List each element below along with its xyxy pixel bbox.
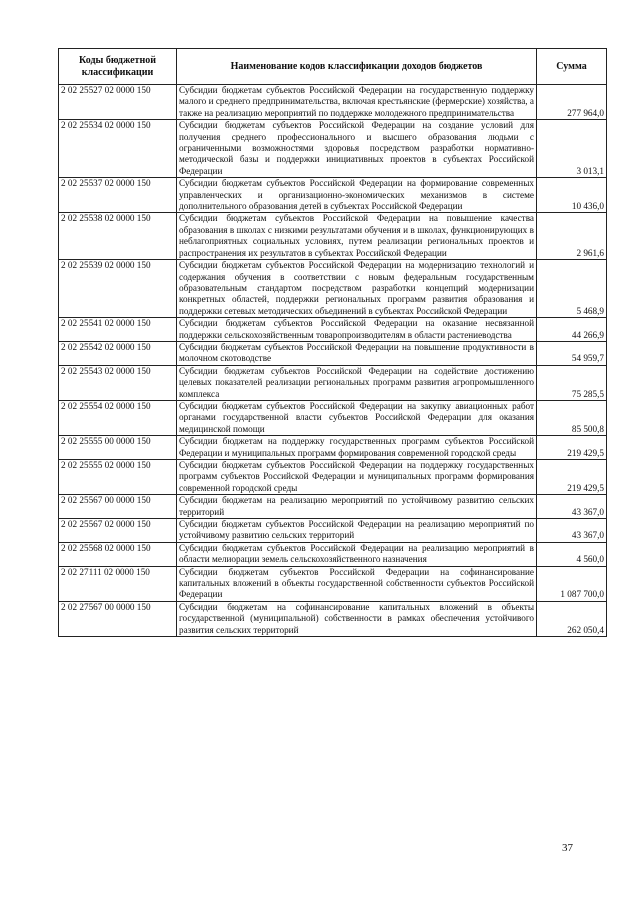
table-row <box>59 318 607 342</box>
row-name: Субсидии бюджетам субъектов Российской Федерации на закупку авиационных работ органами государственной власти субъектов Российской Федерации для оказания медицинской помощи <box>177 400 537 435</box>
row-name: Субсидии бюджетам субъектов Российской Федерации на содействие достижению целевых показателей реализации региональных программ развития агропромышленного комплекса <box>177 365 537 400</box>
table-row <box>59 365 607 400</box>
table-row <box>59 495 607 519</box>
row-name: Субсидии бюджетам субъектов Российской Федерации на софинансирование капитальных вложений в объекты государственной собственности субъектов Российской Федерации <box>177 566 537 601</box>
row-sum: 43 367,0 <box>537 519 607 543</box>
row-code: 2 02 25542 02 0000 150 <box>59 341 177 365</box>
row-name: Субсидии бюджетам субъектов Российской Федерации на создание условий для получения среднего профессионального и высшего образования людьми с ограниченными возможностями здоровья посредством разработки нормативно-методической базы и поддержки инициативных проектов в субъектах Российской Федерации <box>177 120 537 178</box>
row-sum: 75 285,5 <box>537 365 607 400</box>
row-sum: 4 560,0 <box>537 542 607 566</box>
row-sum: 54 959,7 <box>537 341 607 365</box>
row-name: Субсидии бюджетам на поддержку государственных программ субъектов Российской Федерации и муниципальных программ формирования современной городской среды <box>177 436 537 460</box>
table-row <box>59 436 607 460</box>
row-code: 2 02 25555 00 0000 150 <box>59 436 177 460</box>
table-row <box>59 120 607 178</box>
row-code: 2 02 27567 00 0000 150 <box>59 601 177 636</box>
row-name: Субсидии бюджетам субъектов Российской Федерации на государственную поддержку малого и среднего предпринимательства, включая крестьянские (фермерские) хозяйства, а также на реализацию мероприятий по поддержке молодежного предпринимательства <box>177 85 537 120</box>
row-name: Субсидии бюджетам субъектов Российской Федерации на поддержку государственных программ субъектов Российской Федерации и муниципальных программ формирования современной городской среды <box>177 460 537 495</box>
row-code: 2 02 25539 02 0000 150 <box>59 260 177 318</box>
row-code: 2 02 25555 02 0000 150 <box>59 460 177 495</box>
row-code: 2 02 25541 02 0000 150 <box>59 318 177 342</box>
row-sum: 43 367,0 <box>537 495 607 519</box>
row-name: Субсидии бюджетам на реализацию мероприятий по устойчивому развитию сельских территорий <box>177 495 537 519</box>
table-row <box>59 85 607 120</box>
row-name: Субсидии бюджетам субъектов Российской Федерации на повышение продуктивности в молочном скотоводстве <box>177 341 537 365</box>
row-code: 2 02 25567 02 0000 150 <box>59 519 177 543</box>
row-name: Субсидии бюджетам субъектов Российской Федерации на оказание несвязанной поддержки сельскохозяйственным товаропроизводителям в области растениеводства <box>177 318 537 342</box>
row-code: 2 02 25527 02 0000 150 <box>59 85 177 120</box>
row-name: Субсидии бюджетам субъектов Российской Федерации на реализацию мероприятий в области мелиорации земель сельскохозяйственного назначения <box>177 542 537 566</box>
table-row <box>59 601 607 636</box>
row-code: 2 02 25543 02 0000 150 <box>59 365 177 400</box>
row-name: Субсидии бюджетам субъектов Российской Федерации на повышение качества образования в школах с низкими результатами обучения и в школах, функционирующих в неблагоприятных социальных условиях, путем реализации региональных проектов и распространения их результатов в субъектах Российской Федерации <box>177 213 537 260</box>
header-code: Коды бюджетной классификации <box>59 49 177 85</box>
row-code: 2 02 25534 02 0000 150 <box>59 120 177 178</box>
row-code: 2 02 25568 02 0000 150 <box>59 542 177 566</box>
row-sum: 10 436,0 <box>537 178 607 213</box>
row-code: 2 02 25538 02 0000 150 <box>59 213 177 260</box>
table-row <box>59 213 607 260</box>
table-row <box>59 566 607 601</box>
row-sum: 262 050,4 <box>537 601 607 636</box>
budget-table-page <box>58 48 606 637</box>
row-sum: 219 429,5 <box>537 460 607 495</box>
row-name: Субсидии бюджетам субъектов Российской Федерации на формирование современных управленческих и организационно-экономических механизмов в системе дополнительного образования детей в субъектах Российской Федерации <box>177 178 537 213</box>
row-sum: 277 964,0 <box>537 85 607 120</box>
row-sum: 85 500,8 <box>537 400 607 435</box>
row-sum: 44 266,9 <box>537 318 607 342</box>
row-sum: 219 429,5 <box>537 436 607 460</box>
table-body <box>59 85 607 637</box>
table-row <box>59 260 607 318</box>
row-sum: 2 961,6 <box>537 213 607 260</box>
row-code: 2 02 27111 02 0000 150 <box>59 566 177 601</box>
table-header-row <box>59 49 607 85</box>
table-row <box>59 460 607 495</box>
table-row <box>59 178 607 213</box>
row-sum: 1 087 700,0 <box>537 566 607 601</box>
row-name: Субсидии бюджетам субъектов Российской Федерации на модернизацию технологий и содержания обучения в соответствии с новым федеральным государственным образовательным стандартом посредством разработки концепций модернизации конкретных областей, поддержки региональных программ развития образования и поддержки сетевых методических объединений в субъектах Российской Федерации <box>177 260 537 318</box>
row-name: Субсидии бюджетам субъектов Российской Федерации на реализацию мероприятий по устойчивому развитию сельских территорий <box>177 519 537 543</box>
row-code: 2 02 25554 02 0000 150 <box>59 400 177 435</box>
row-code: 2 02 25567 00 0000 150 <box>59 495 177 519</box>
table-row <box>59 341 607 365</box>
table-row <box>59 400 607 435</box>
row-code: 2 02 25537 02 0000 150 <box>59 178 177 213</box>
header-name: Наименование кодов классификации доходов бюджетов <box>177 49 537 85</box>
table-row <box>59 519 607 543</box>
row-sum: 5 468,9 <box>537 260 607 318</box>
header-sum: Сумма <box>537 49 607 85</box>
page-number: 37 <box>562 842 573 854</box>
row-sum: 3 013,1 <box>537 120 607 178</box>
row-name: Субсидии бюджетам на софинансирование капитальных вложений в объекты государственной (муниципальной) собственности в рамках обеспечения устойчивого развития сельских территорий <box>177 601 537 636</box>
table-row <box>59 542 607 566</box>
budget-classification-table <box>58 48 607 637</box>
